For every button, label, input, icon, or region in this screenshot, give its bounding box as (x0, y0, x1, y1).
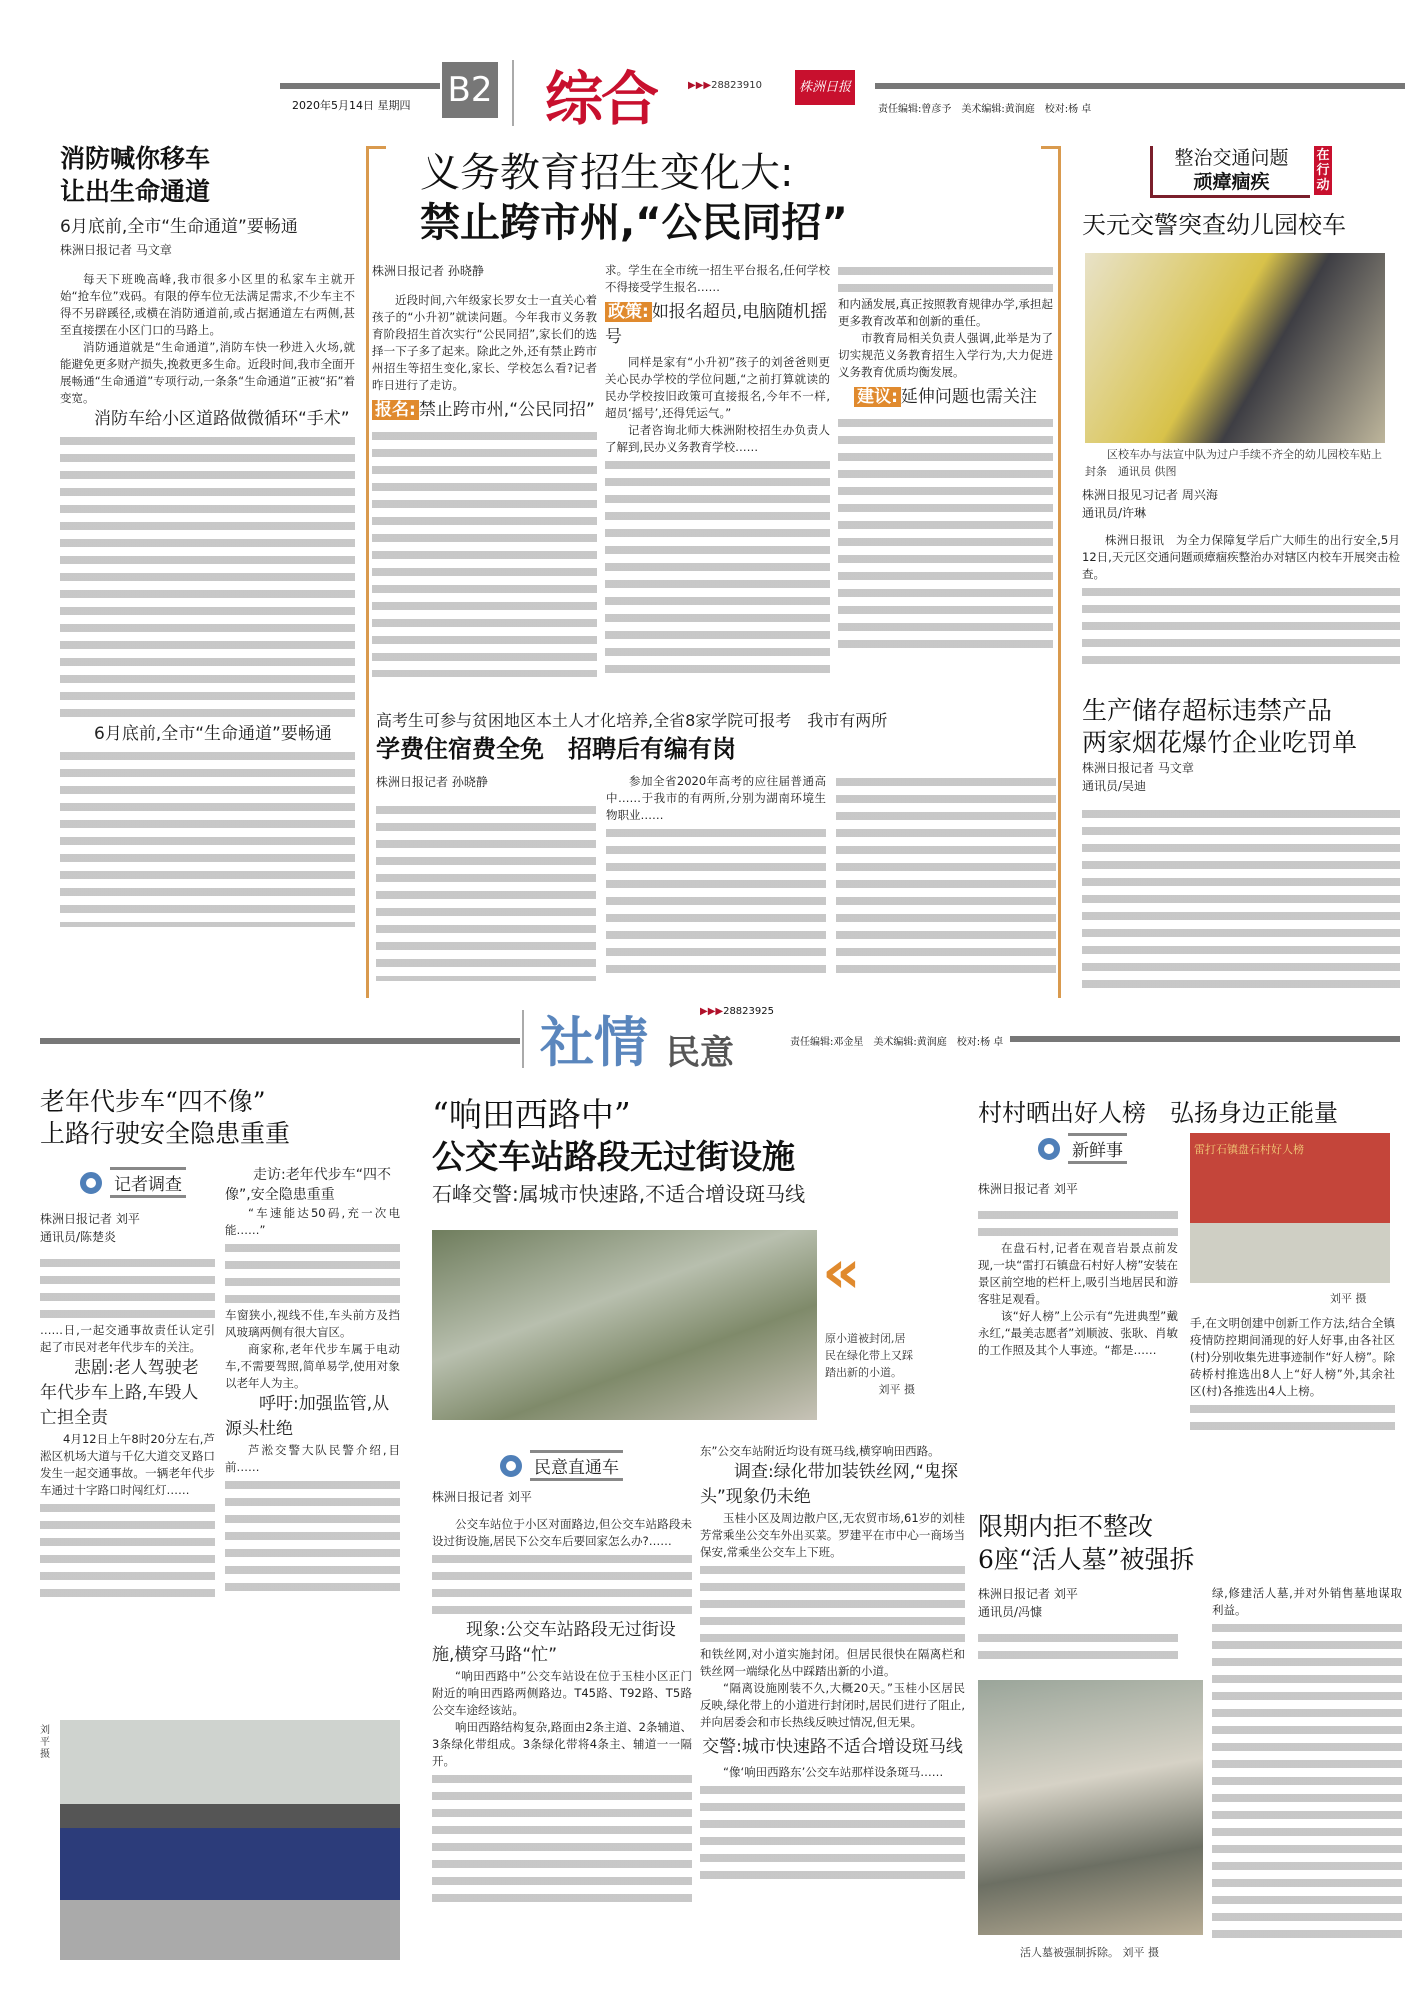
subheading: 现象:公交车站路段无过街设施,横穿马路“忙” (432, 1620, 676, 1665)
text-column (432, 1550, 692, 1618)
column-title: 顽瘴痼疾 (1193, 171, 1270, 193)
edu-col-1 (372, 262, 597, 677)
byline: 株洲日报记者 刘平 (40, 1212, 140, 1226)
photo-caption: 刘平 摄 (40, 1725, 50, 1760)
circle-icon (500, 1455, 522, 1477)
byline: 株洲日报记者 刘平 (432, 1490, 532, 1504)
section-phone: ▶▶▶28823925 (700, 1006, 774, 1017)
column-badge: 在行动 (1314, 146, 1332, 195)
frame-corner (366, 146, 386, 149)
article-fireworks (1082, 695, 1400, 995)
paragraph: 株洲日报讯 为全力保障复学后广大师生的出行安全,5月12日,天元区交通问题顽瘴痼疾整治办对辖区内校车开展突击检查。 (1082, 533, 1400, 581)
edu-col-3 (838, 262, 1053, 654)
frame-corner (1041, 146, 1061, 149)
text-column (605, 456, 830, 676)
article-scooter (40, 1086, 420, 1150)
divider (522, 1010, 524, 1068)
paragraph: “响田西路中”公交车站设在位于玉桂小区正门附近的响田西路两侧路边。T45路、T92路、T5路公交车途经该站。 (432, 1669, 692, 1717)
article-college (376, 708, 1056, 981)
bus-col-2 (700, 1443, 965, 1883)
paragraph: 车窗狭小,视线不佳,车头前方及挡风玻璃两侧有很大盲区。 (225, 1308, 400, 1339)
paragraph: 绿,修建活人墓,并对外销售墓地谋取利益。 (1212, 1586, 1402, 1617)
subtitle: 6月底前,全市“生命通道”要畅通 (60, 217, 298, 237)
paragraph: 每天下班晚高峰,我市很多小区里的私家车主就开始“抢车位”戏码。有限的停车位无法满足需求,不少车主不得不另辟蹊径,或横在消防通道前,或占据通道左右两侧,甚至直接摆在小区门口的马路上。 (60, 272, 355, 337)
byline: 通讯员/许琳 (1082, 506, 1147, 520)
paragraph: 商家称,老年代步车属于电动车,不需要驾照,简单易学,使用对象以老年人为主。 (225, 1342, 400, 1390)
sign-text: 雷打石镇盘石村好人榜 (1194, 1143, 1304, 1156)
byline: 株洲日报记者 孙晓静 (376, 775, 488, 789)
text-column (700, 1561, 965, 1646)
text-column (376, 801, 596, 981)
paragraph: “隔离设施刚装不久,大概20天。”玉桂小区居民反映,绿化带上的小道进行封闭时,居民们进行了阻止,并向居委会和市长热线反映过情况,但无果。 (700, 1681, 965, 1729)
byline: 株洲日报记者 马文章 (60, 243, 172, 257)
header-rule (280, 83, 440, 89)
photo-credit: 刘平 摄 (1330, 1292, 1367, 1305)
text-column (225, 1476, 400, 1596)
paragraph: 参加全省2020年高考的应往届普通高中……于我市的有两所,分别为湖南环境生物职业…… (606, 774, 826, 822)
headline: 6座“活人墓”被强拆 (978, 1545, 1195, 1574)
paragraph: 近段时间,六年级家长罗女士一直关心着孩子的“小升初”就读问题。今年我市义务教育阶段招生首次实行“公民同招”,家长们的选择一下子多了起来。除此之外,还有禁止跨市州招生等招生变化,家长、学校怎么看?记者昨日进行了走访。 (372, 293, 597, 392)
kicker: 高考生可参与贫困地区本土人才化培养,全省8家学院可报考 我市有两所 (376, 711, 888, 730)
subheading: 政策: 如报名超员,电脑随机摇号 (605, 302, 828, 347)
photo-tomb-demolition (978, 1680, 1203, 1935)
headline: 天元交警突查幼儿园校车 (1082, 211, 1346, 239)
badge-news: 新鲜事 (1038, 1133, 1127, 1164)
scooter-col-2 (225, 1165, 400, 1596)
headline: 让出生命通道 (60, 177, 211, 206)
tomb-col-2 (1212, 1585, 1402, 1939)
photo-school-bus-inspection (1085, 253, 1385, 443)
text-column (1212, 1619, 1402, 1939)
text-column (836, 773, 1056, 978)
paragraph: 东”公交车站附近均设有斑马线,横穿响田西路。 (700, 1444, 940, 1458)
text-column (372, 427, 597, 677)
paragraph: ……日,一起交通事故责任认定引起了市民对老年代步车的关注。 (40, 1323, 215, 1354)
article-tianyuan (1082, 486, 1400, 673)
text-column (432, 1770, 692, 1906)
headline: 老年代步车“四不像” (40, 1087, 266, 1116)
text-column (40, 1254, 215, 1322)
paragraph: 和内涵发展,真正按照教育规律办学,承担起更多教育改革和创新的重任。 (838, 297, 1053, 328)
section-rule (1010, 1036, 1400, 1042)
headline: 两家烟花爆竹企业吃罚单 (1082, 728, 1358, 757)
photo-bus-stop-greenbelt (432, 1230, 817, 1420)
text-column (1082, 805, 1400, 995)
paragraph: 4月12日上午8时20分左右,芦淞区机场大道与千亿大道交叉路口发生一起交通事故。一辆老年代步车通过十字路口时闯红灯…… (40, 1432, 215, 1497)
text-column (60, 747, 355, 927)
paragraph: 该“好人榜”上公示有“先进典型”戴永红,“最美志愿者”刘顺波、张耿、肖敏的工作照及其个人事迹。“都是…… (978, 1309, 1178, 1357)
section-title-a: 社情 (540, 1011, 648, 1074)
goodpeople-col-1 (978, 1180, 1178, 1359)
text-column (1190, 1400, 1395, 1434)
text-column (978, 1629, 1178, 1663)
text-column (978, 1206, 1178, 1240)
paragraph: 手,在文明创建中创新工作方法,结合全镇疫情防控期间涌现的好人好事,由各社区(村)分别收集先进事迹制作“好人榜”。除砖桥村推选出8人上“好人榜”外,其余社区(村)各推选出4人上榜。 (1190, 1316, 1395, 1398)
circle-icon (80, 1172, 102, 1194)
newspaper-logo: 株洲日报 (795, 70, 855, 105)
article-fire-lane (60, 142, 355, 927)
text-column (700, 1781, 965, 1883)
headline: 限期内拒不整改 (978, 1512, 1154, 1541)
byline: 通讯员/陈楚炎 (40, 1230, 117, 1244)
badge-public-opinion: 民意直通车 (500, 1450, 623, 1481)
paragraph: “像‘响田西路东’公交车站那样设条斑马…… (723, 1765, 944, 1779)
tomb-col-1 (978, 1585, 1178, 1663)
byline: 株洲日报记者 孙晓静 (372, 264, 484, 278)
article-education (420, 148, 1040, 248)
divider (512, 60, 514, 126)
headline: 生产储存超标违禁产品 (1082, 696, 1333, 725)
subheading: 悲剧:老人驾驶老年代步车上路,车毁人亡担全责 (40, 1358, 199, 1428)
paragraph: “车速能达50码,充一次电能……” (225, 1206, 400, 1237)
article-bus-stop (432, 1094, 972, 1207)
photo-caption: 区校车办与法宣中队为过户手续不齐全的幼儿园校车贴上封条 通讯员 供图 (1085, 448, 1382, 478)
paragraph: 市教育局相关负责人强调,此举是为了切实规范义务教育招生入学行为,大力促进义务教育优质均衡发展。 (838, 331, 1053, 379)
headline: 学费住宿费全免 招聘后有编有岗 (376, 734, 736, 763)
text-column (838, 262, 1053, 296)
subheading: 交警:城市快速路不适合增设斑马线 (702, 1737, 963, 1757)
photo-elderly-scooters (60, 1720, 400, 1960)
text-column (40, 1499, 215, 1599)
byline: 株洲日报见习记者 周兴海 (1082, 488, 1218, 502)
goodpeople-col-2 (1190, 1315, 1395, 1434)
subtitle: 石峰交警:属城市快速路,不适合增设斑马线 (432, 1182, 806, 1206)
subheading: 走访:老年代步车“四不像”,安全隐患重重 (225, 1167, 391, 1203)
paragraph: 记者咨询北师大株洲附校招生办负责人了解到,民办义务教育学校…… (605, 423, 830, 454)
subheading: 报名: 禁止跨市州,“公民同招” (372, 398, 597, 423)
column-title: 整治交通问题 (1174, 147, 1289, 169)
section-title-b: 民意 (666, 1033, 734, 1073)
byline: 通讯员/冯慷 (978, 1605, 1043, 1619)
paragraph: 在盘石村,记者在观音岩景点前发现,一块“雷打石镇盘石村好人榜”安装在景区前空地的栏杆上,吸引当地居民和游客驻足观看。 (978, 1241, 1178, 1306)
subheading: 建议: 延伸问题也需关注 (838, 385, 1053, 410)
byline: 株洲日报记者 刘平 (978, 1587, 1078, 1601)
scooter-col-1 (40, 1210, 215, 1599)
editors-line: 责任编辑:曾彦予 美术编辑:黄润庭 校对:杨 卓 (878, 104, 1092, 115)
paragraph: 求。学生在全市统一招生平台报名,任何学校不得接受学生报名…… (605, 263, 830, 294)
circle-icon (1038, 1138, 1060, 1160)
paragraph: 芦淞交警大队民警介绍,目前…… (225, 1443, 400, 1474)
paragraph: 同样是家有“小升初”孩子的刘爸爸则更关心民办学校的学位问题,“之前打算就读的民办学校按旧政策可直接报名,今年不一样,超员‘摇号’,还得凭运气。” (605, 355, 830, 420)
text-column (606, 824, 826, 974)
paragraph: 和铁丝网,对小道实施封闭。但居民很快在隔离栏和铁丝网一端绿化丛中踩踏出新的小道。 (700, 1647, 965, 1678)
headline: “响田西路中” (432, 1095, 631, 1134)
text-column (838, 414, 1053, 654)
byline: 株洲日报记者 马文章 (1082, 761, 1194, 775)
paragraph: 玉桂小区及周边散户区,无农贸市场,61岁的刘桂芳常乘坐公交车外出买菜。罗建平在市中心一商场当保安,常乘坐公交车上下班。 (700, 1511, 965, 1559)
column-banner (1150, 146, 1310, 198)
headline: 村村晒出好人榜 弘扬身边正能量 (978, 1099, 1338, 1127)
editors-line: 责任编辑:邓金星 美术编辑:黄润庭 校对:杨 卓 (790, 1037, 1004, 1048)
text-column (225, 1239, 400, 1307)
text-column (60, 432, 355, 722)
arrows-icon: ▶▶▶ (700, 1006, 724, 1017)
badge-reporter-investigation: 记者调查 (80, 1167, 186, 1198)
subheading: 调查:绿化带加装铁丝网,“鬼探头”现象仍未绝 (700, 1462, 958, 1507)
headline: 上路行驶安全隐患重重 (40, 1119, 291, 1148)
paragraph: 消防通道就是“生命通道”,消防车快一秒进入火场,就能避免更多财产损失,挽救更多生命。近段时间,我市全面开展畅通“生命通道”专项行动,一条条“生命通道”正被“拓”着变宽。 (60, 340, 355, 405)
paragraph: 响田西路结构复杂,路面由2条主道、2条辅道、3条绿化带组成。3条绿化带将4条主、辅道一一隔开。 (432, 1720, 692, 1768)
page-number: B2 (442, 62, 498, 118)
paragraph: 公交车站位于小区对面路边,但公交车站路段未设过街设施,居民下公交车后要回家怎么办?…… (432, 1517, 692, 1548)
edu-col-2 (605, 262, 830, 676)
section-phone: ▶▶▶28823910 (688, 80, 762, 91)
header-rule-right (875, 83, 1405, 89)
byline: 通讯员/吴迪 (1082, 779, 1147, 793)
photo-caption: 原小道被封闭,居民在绿化带上又踩踏出新的小道。 刘平 摄 (825, 1332, 915, 1396)
headline: 公交车站路段无过街设施 (432, 1137, 795, 1176)
photo-caption: 活人墓被强制拆除。 刘平 摄 (1020, 1946, 1159, 1959)
headline: 义务教育招生变化大: (420, 150, 794, 196)
headline: 禁止跨市州,“公民同招” (420, 200, 848, 246)
byline: 株洲日报记者 刘平 (978, 1182, 1078, 1196)
issue-date: 2020年5月14日 星期四 (292, 99, 411, 112)
section-rule (40, 1038, 520, 1044)
text-column (1082, 583, 1400, 673)
article-tomb (978, 1510, 1398, 1576)
subheading: 6月底前,全市“生命通道”要畅通 (94, 724, 332, 744)
chevron-left-icon: « (822, 1237, 861, 1307)
photo-good-people-board (1190, 1133, 1390, 1283)
bus-col-1 (432, 1488, 692, 1906)
subheading: 消防车给小区道路做微循环“手术” (94, 409, 350, 429)
subheading: 呼吁:加强监管,从源头杜绝 (225, 1394, 390, 1439)
headline: 消防喊你移车 (60, 144, 211, 173)
section-title: 综合 (545, 65, 658, 133)
arrows-icon: ▶▶▶ (688, 80, 712, 91)
